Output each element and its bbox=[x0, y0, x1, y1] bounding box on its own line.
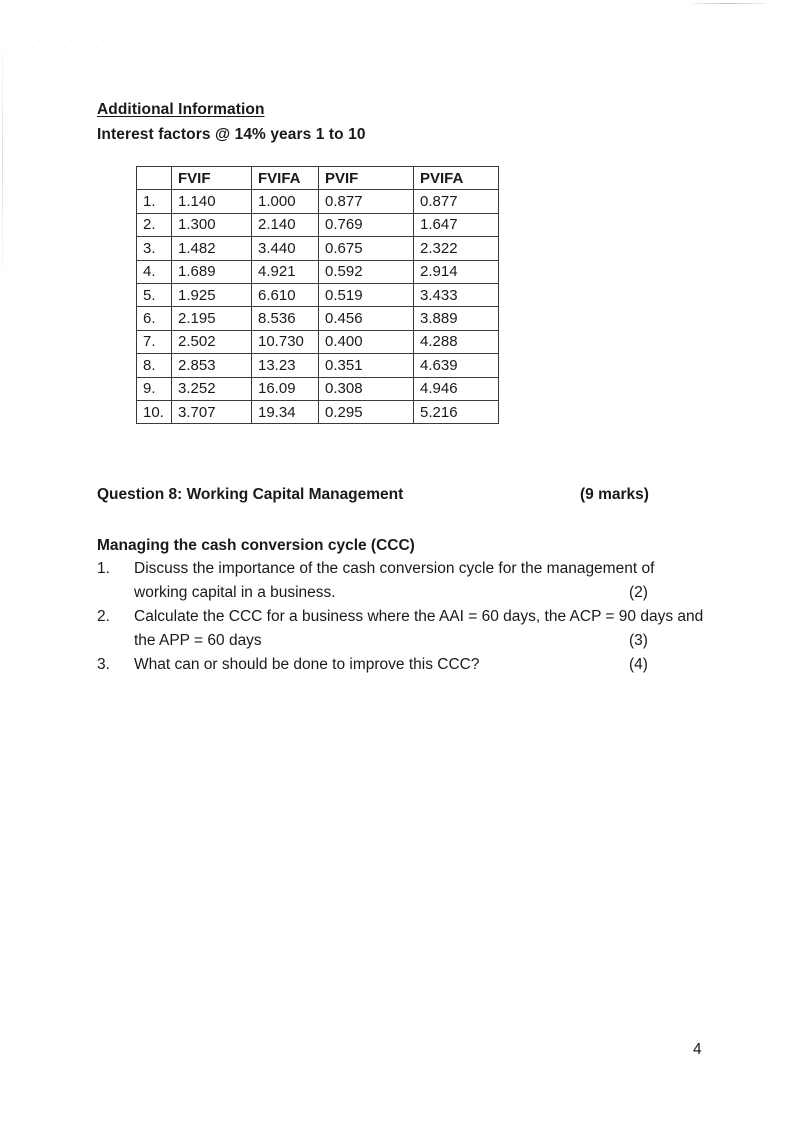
question-item-mark: (3) bbox=[629, 632, 648, 649]
fvifa-cell: 2.140 bbox=[252, 213, 319, 236]
question-item-number: 1. bbox=[97, 560, 110, 577]
scan-line-artifact bbox=[690, 3, 765, 4]
page-number: 4 bbox=[693, 1041, 702, 1058]
pvif-cell: 0.308 bbox=[319, 377, 414, 400]
year-cell: 1. bbox=[137, 190, 172, 213]
year-cell: 6. bbox=[137, 307, 172, 330]
pvifa-cell: 2.914 bbox=[414, 260, 499, 283]
year-cell: 3. bbox=[137, 237, 172, 260]
fvif-cell: 1.300 bbox=[172, 213, 252, 236]
fvif-cell: 1.482 bbox=[172, 237, 252, 260]
pvifa-cell: 4.288 bbox=[414, 330, 499, 353]
year-cell: 10. bbox=[137, 400, 172, 423]
pvifa-cell: 5.216 bbox=[414, 400, 499, 423]
year-cell: 9. bbox=[137, 377, 172, 400]
pvif-cell: 0.592 bbox=[319, 260, 414, 283]
question-item-text: Calculate the CCC for a business where the AAI = 60 days, the ACP = 90 days and bbox=[134, 608, 704, 625]
interest-factors-table bbox=[136, 166, 499, 424]
pvifa-cell: 4.946 bbox=[414, 377, 499, 400]
table-row bbox=[137, 213, 499, 236]
question-item-mark: (4) bbox=[629, 656, 648, 673]
table-row bbox=[137, 354, 499, 377]
fvif-cell: 1.925 bbox=[172, 283, 252, 306]
column-header-fvif: FVIF bbox=[172, 167, 252, 190]
table-header-row bbox=[137, 167, 499, 190]
table-row bbox=[137, 260, 499, 283]
column-header-pvifa: PVIFA bbox=[414, 167, 499, 190]
fvif-cell: 2.195 bbox=[172, 307, 252, 330]
year-cell: 7. bbox=[137, 330, 172, 353]
pvifa-cell: 4.639 bbox=[414, 354, 499, 377]
fvifa-cell: 19.34 bbox=[252, 400, 319, 423]
pvif-cell: 0.675 bbox=[319, 237, 414, 260]
table-row bbox=[137, 377, 499, 400]
section-title: Managing the cash conversion cycle (CCC) bbox=[97, 537, 415, 554]
pvif-cell: 0.877 bbox=[319, 190, 414, 213]
question-item-number: 3. bbox=[97, 656, 110, 673]
column-header-fvifa: FVIFA bbox=[252, 167, 319, 190]
fvifa-cell: 6.610 bbox=[252, 283, 319, 306]
fvif-cell: 3.252 bbox=[172, 377, 252, 400]
fvif-cell: 2.502 bbox=[172, 330, 252, 353]
pvif-cell: 0.769 bbox=[319, 213, 414, 236]
fvif-cell: 1.689 bbox=[172, 260, 252, 283]
table-row bbox=[137, 283, 499, 306]
question-marks: (9 marks) bbox=[580, 486, 649, 503]
fvifa-cell: 4.921 bbox=[252, 260, 319, 283]
pvif-cell: 0.295 bbox=[319, 400, 414, 423]
fvif-cell: 1.140 bbox=[172, 190, 252, 213]
year-cell: 8. bbox=[137, 354, 172, 377]
fvif-cell: 3.707 bbox=[172, 400, 252, 423]
table-row bbox=[137, 190, 499, 213]
pvif-cell: 0.456 bbox=[319, 307, 414, 330]
question-item-text: Discuss the importance of the cash conversion cycle for the management of bbox=[134, 560, 655, 577]
question-title: Question 8: Working Capital Management bbox=[97, 486, 404, 503]
scan-specks-artifact: · · · bbox=[38, 38, 118, 44]
fvifa-cell: 13.23 bbox=[252, 354, 319, 377]
pvifa-cell: 3.433 bbox=[414, 283, 499, 306]
column-header-year bbox=[137, 167, 172, 190]
question-item-mark: (2) bbox=[629, 584, 648, 601]
table-row bbox=[137, 330, 499, 353]
question-item-number: 2. bbox=[97, 608, 110, 625]
additional-information-heading: Additional Information bbox=[97, 101, 265, 118]
pvifa-cell: 3.889 bbox=[414, 307, 499, 330]
column-header-pvif: PVIF bbox=[319, 167, 414, 190]
table-row bbox=[137, 400, 499, 423]
question-item-text: What can or should be done to improve this CCC? bbox=[134, 656, 480, 673]
fvif-cell: 2.853 bbox=[172, 354, 252, 377]
fvifa-cell: 8.536 bbox=[252, 307, 319, 330]
year-cell: 2. bbox=[137, 213, 172, 236]
year-cell: 4. bbox=[137, 260, 172, 283]
pvifa-cell: 1.647 bbox=[414, 213, 499, 236]
interest-factors-heading: Interest factors @ 14% years 1 to 10 bbox=[97, 126, 366, 143]
fvifa-cell: 10.730 bbox=[252, 330, 319, 353]
table-row bbox=[137, 237, 499, 260]
year-cell: 5. bbox=[137, 283, 172, 306]
pvif-cell: 0.351 bbox=[319, 354, 414, 377]
table-row bbox=[137, 307, 499, 330]
fvifa-cell: 3.440 bbox=[252, 237, 319, 260]
fvifa-cell: 16.09 bbox=[252, 377, 319, 400]
pvif-cell: 0.400 bbox=[319, 330, 414, 353]
pvifa-cell: 2.322 bbox=[414, 237, 499, 260]
pvifa-cell: 0.877 bbox=[414, 190, 499, 213]
scan-edge-artifact bbox=[2, 30, 3, 290]
fvifa-cell: 1.000 bbox=[252, 190, 319, 213]
question-item-text: working capital in a business. bbox=[134, 584, 336, 601]
question-item-text: the APP = 60 days bbox=[134, 632, 262, 649]
pvif-cell: 0.519 bbox=[319, 283, 414, 306]
